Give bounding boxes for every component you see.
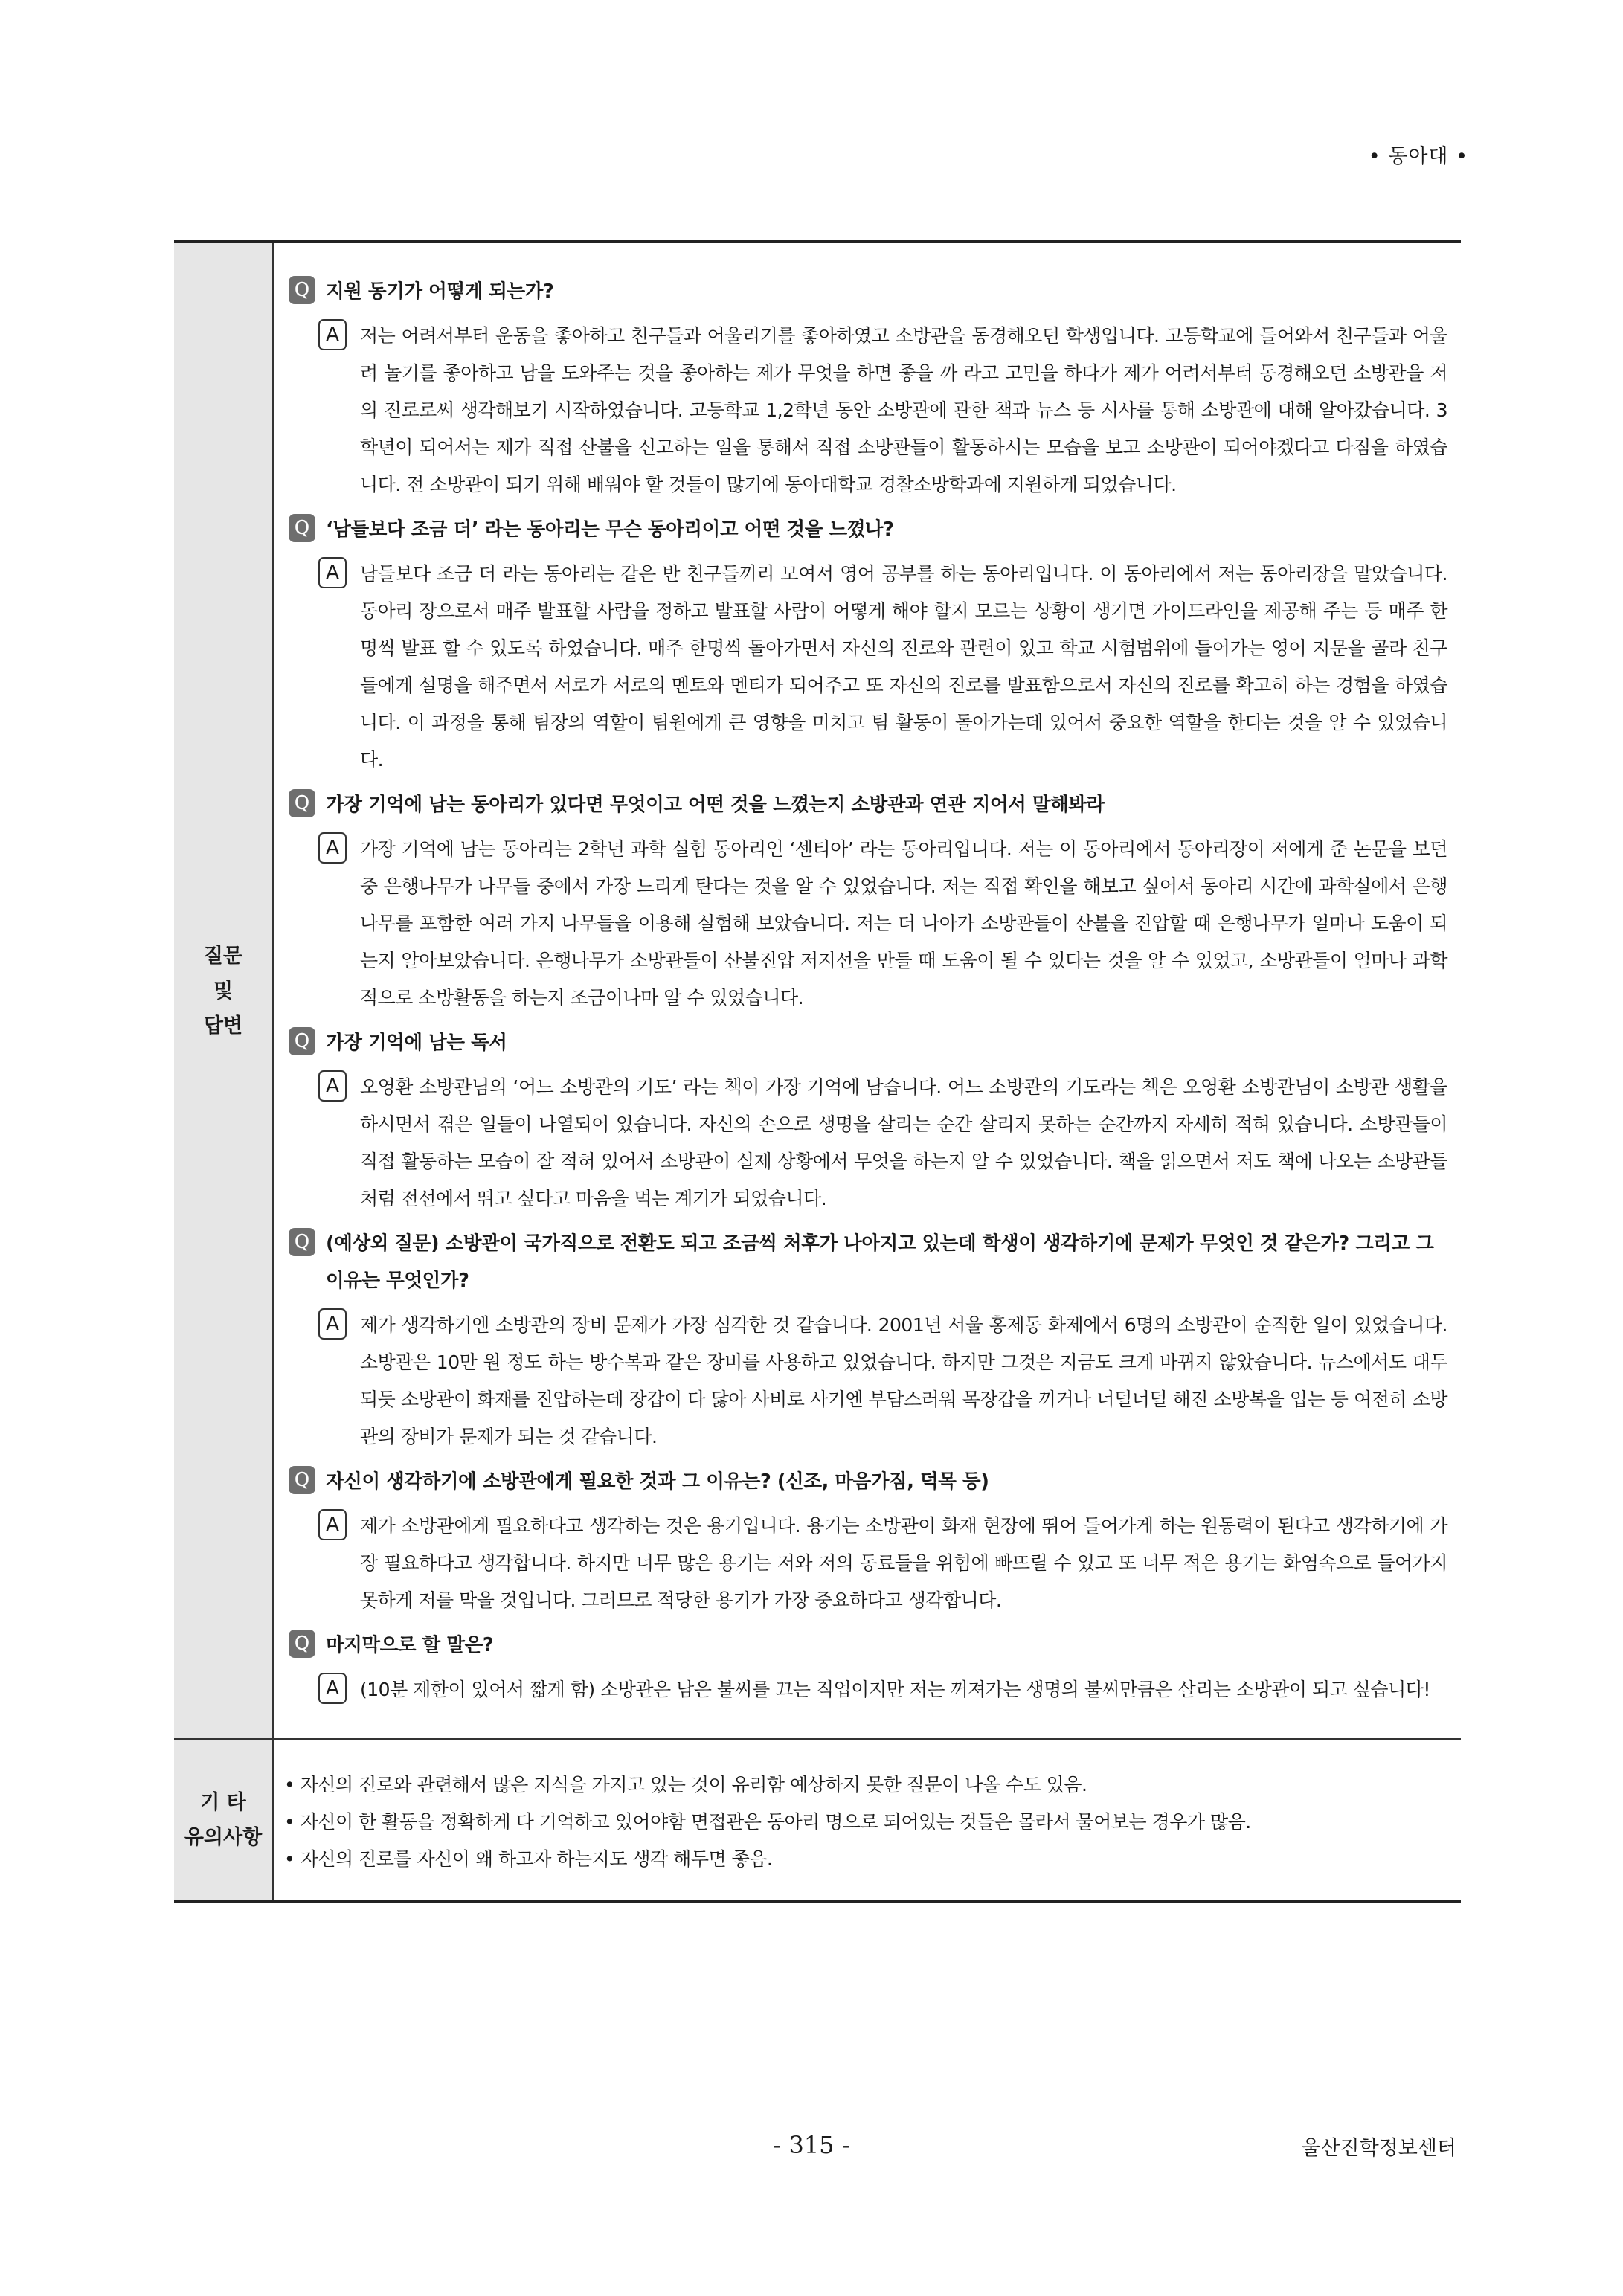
answer-line bbox=[289, 1069, 1447, 1218]
question-icon: Q bbox=[289, 1228, 315, 1256]
answer-text: (10분 제한이 있어서 짧게 함) 소방관은 남은 불씨를 끄는 직업이지만 저는 꺼져가는 생명의 불씨만큼은 살리는 소방관이 되고 싶습니다! bbox=[360, 1679, 1430, 1700]
notes-row bbox=[174, 1738, 1461, 1900]
question-text: ‘남들보다 조금 더’ 라는 동아리는 무슨 동아리이고 어떤 것을 느꼈나? bbox=[326, 518, 894, 541]
qa-content bbox=[274, 243, 1461, 1738]
question-text: 마지막으로 할 말은? bbox=[326, 1634, 494, 1656]
question-icon: Q bbox=[289, 276, 315, 304]
question-text: 가장 기억에 남는 동아리가 있다면 무엇이고 어떤 것을 느꼈는지 소방관과 연관 지어서 말해봐라 bbox=[326, 794, 1105, 816]
answer-text: 남들보다 조금 더 라는 동아리는 같은 반 친구들끼리 모여서 영어 공부를 하는 동아리입니다. 이 동아리에서 저는 동아리장을 맡았습니다. 동아리 장으로서 매주 발표할 사람을 정하고 발표할 사람이 어떻게 해야 할지 모르는 상황이 생기면 가이드라인을 제공해 주는 등 매주 한명씩 발표 할 수 있도록 하였습니다. 매주 한명씩 돌아가면서 자신의 진로와 관련이 있고 학교 시험범위에 들어가는 영어 지문을 골라 친구들에게 설명을 해주면서 서로가 서로의 멘토와 멘티가 되어주고 또 자신의 진로를 발표함으로서 자신의 진로를 확고히 하는 경험을 하였습니다. 이 과정을 통해 팀장의 역할이 팀원에게 큰 영향을 미치고 팀 활동이 돌아가는데 있어서 중요한 역할을 한다는 것을 알 수 있었습니다. bbox=[360, 563, 1448, 771]
question-text: (예상외 질문) 소방관이 국가직으로 전환도 되고 조금씩 처후가 나아지고 있는데 학생이 생각하기에 문제가 무엇인 것 같은가? 그리고 그 이유는 무엇인가? bbox=[326, 1232, 1434, 1292]
question-icon: Q bbox=[289, 1027, 315, 1055]
answer-line bbox=[289, 1307, 1447, 1456]
answer-icon: A bbox=[318, 1509, 347, 1540]
qa-item bbox=[289, 1463, 1447, 1619]
qa-item bbox=[289, 273, 1447, 504]
note-item: • 자신의 진로와 관련해서 많은 지식을 가지고 있는 것이 유리함 예상하지 못한 질문이 나올 수도 있음. bbox=[284, 1774, 1087, 1795]
question-text: 자신이 생각하기에 소방관에게 필요한 것과 그 이유는? (신조, 마음가짐, 덕목 등) bbox=[326, 1470, 989, 1493]
notes-label: 기 타 유의사항 bbox=[184, 1791, 263, 1849]
question-icon: Q bbox=[289, 1630, 315, 1658]
qa-item bbox=[289, 1627, 1447, 1708]
question-line bbox=[289, 1463, 1447, 1500]
qa-label: 질문 및 답변 bbox=[203, 944, 243, 1038]
question-line bbox=[289, 1225, 1447, 1299]
answer-text: 저는 어려서부터 운동을 좋아하고 친구들과 어울리기를 좋아하였고 소방관을 동경해오던 학생입니다. 고등학교에 들어와서 친구들과 어울려 놀기를 좋아하고 남을 도와주는 것을 좋아하는 제가 무엇을 하면 좋을 까 라고 고민을 하다가 제가 어려서부터 동경해오던 소방관을 저의 진로로써 생각해보기 시작하였습니다. 고등학교 1,2학년 동안 소방관에 관한 책과 뉴스 등 시사를 통해 소방관에 대해 알아갔습니다. 3학년이 되어서는 제가 직접 산불을 신고하는 일을 통해서 직접 소방관들이 활동하시는 모습을 보고 소방관이 되어야겠다고 다짐을 하였습니다. 전 소방관이 되기 위해 배워야 할 것들이 많기에 동아대학교 경찰소방학과에 지원하게 되었습니다. bbox=[360, 325, 1447, 495]
answer-text: 오영환 소방관님의 ‘어느 소방관의 기도’ 라는 책이 가장 기억에 남습니다. 어느 소방관의 기도라는 책은 오영환 소방관님이 소방관 생활을 하시면서 겪은 일들이 나열되어 있습니다. 자신의 손으로 생명을 살리는 순간 살리지 못하는 순간까지 자세히 적혀 있습니다. 소방관들이 직접 활동하는 모습이 잘 적혀 있어서 소방관이 실제 상황에서 무엇을 하는지 알 수 있었습니다. 책을 읽으면서 저도 책에 나오는 소방관들처럼 전선에서 뛰고 싶다고 마음을 먹는 계기가 되었습니다. bbox=[360, 1076, 1447, 1209]
answer-text: 제가 소방관에게 필요하다고 생각하는 것은 용기입니다. 용기는 소방관이 화재 현장에 뛰어 들어가게 하는 원동력이 된다고 생각하기에 가장 필요하다고 생각합니다. 하지만 너무 많은 용기는 저와 저의 동료들을 위험에 빠뜨릴 수 있고 또 너무 적은 용기는 화염속으로 들어가지 못하게 저를 막을 것입니다. 그러므로 적당한 용기가 가장 중요하다고 생각합니다. bbox=[360, 1515, 1447, 1611]
page-number: - 315 - bbox=[773, 2131, 850, 2159]
answer-icon: A bbox=[318, 832, 347, 864]
footer-publisher: 울산진학정보센터 bbox=[1301, 2137, 1456, 2160]
answer-text: 제가 생각하기엔 소방관의 장비 문제가 가장 심각한 것 같습니다. 2001년 서울 홍제동 화제에서 6명의 소방관이 순직한 일이 있었습니다. 소방관은 10만 원 정도 하는 방수복과 같은 장비를 사용하고 있었습니다. 하지만 그것은 지금도 크게 바뀌지 않았습니다. 뉴스에서도 대두되듯 소방관이 화재를 진압하는데 장갑이 다 닳아 사비로 사기엔 부담스러워 목장갑을 끼거나 너덜너덜 해진 소방복을 입는 등 여전히 소방관의 장비가 문제가 되는 것 같습니다. bbox=[360, 1314, 1447, 1447]
answer-text: 가장 기억에 남는 동아리는 2학년 과학 실험 동아리인 ‘센티아’ 라는 동아리입니다. 저는 이 동아리에서 동아리장이 저에게 준 논문을 보던 중 은행나무가 나무들 중에서 가장 느리게 탄다는 것을 알 수 있었습니다. 저는 직접 확인을 해보고 싶어서 동아리 시간에 과학실에서 은행나무를 포함한 여러 가지 나무들을 이용해 실험해 보았습니다. 저는 더 나아가 소방관들이 산불을 진압할 때 은행나무가 얼마나 도움이 되는지 알아보았습니다. 은행나무가 소방관들이 산불진압 저지선을 만들 때 도움이 될 수 있다는 것을 알 수 있었고, 소방관들이 얼마나 과학적으로 소방활동을 하는지 조금이나마 알 수 있었습니다. bbox=[360, 838, 1447, 1009]
answer-icon: A bbox=[318, 1308, 347, 1340]
question-line bbox=[289, 1627, 1447, 1664]
answer-line bbox=[289, 831, 1447, 1017]
answer-icon: A bbox=[318, 557, 347, 588]
answer-line bbox=[289, 318, 1447, 504]
question-text: 가장 기억에 남는 독서 bbox=[326, 1032, 507, 1054]
header-mark: • 동아대 • bbox=[1368, 145, 1468, 168]
qa-row bbox=[174, 243, 1461, 1738]
note-item: • 자신이 한 활동을 정확하게 다 기억하고 있어야함 면접관은 동아리 명으로 되어있는 것들은 몰라서 물어보는 경우가 많음. bbox=[284, 1811, 1251, 1833]
answer-icon: A bbox=[318, 1673, 347, 1704]
notes-label-cell bbox=[174, 1740, 274, 1900]
note-item: • 자신의 진로를 자신이 왜 하고자 하는지도 생각 해두면 좋음. bbox=[284, 1848, 773, 1870]
answer-line bbox=[289, 1508, 1447, 1619]
question-icon: Q bbox=[289, 1466, 315, 1494]
answer-icon: A bbox=[318, 1070, 347, 1102]
question-icon: Q bbox=[289, 514, 315, 542]
qa-item bbox=[289, 1225, 1447, 1456]
answer-icon: A bbox=[318, 319, 347, 350]
question-line bbox=[289, 273, 1447, 310]
qa-item bbox=[289, 786, 1447, 1017]
answer-line bbox=[289, 1671, 1447, 1708]
question-line bbox=[289, 786, 1447, 823]
question-line bbox=[289, 1024, 1447, 1061]
question-text: 지원 동기가 어떻게 되는가? bbox=[326, 280, 554, 303]
answer-line bbox=[289, 556, 1447, 779]
notes-content bbox=[274, 1740, 1461, 1900]
qa-label-cell bbox=[174, 243, 274, 1738]
qa-item bbox=[289, 511, 1447, 779]
qa-item bbox=[289, 1024, 1447, 1218]
question-icon: Q bbox=[289, 789, 315, 817]
question-line bbox=[289, 511, 1447, 548]
interview-table bbox=[174, 240, 1461, 1903]
